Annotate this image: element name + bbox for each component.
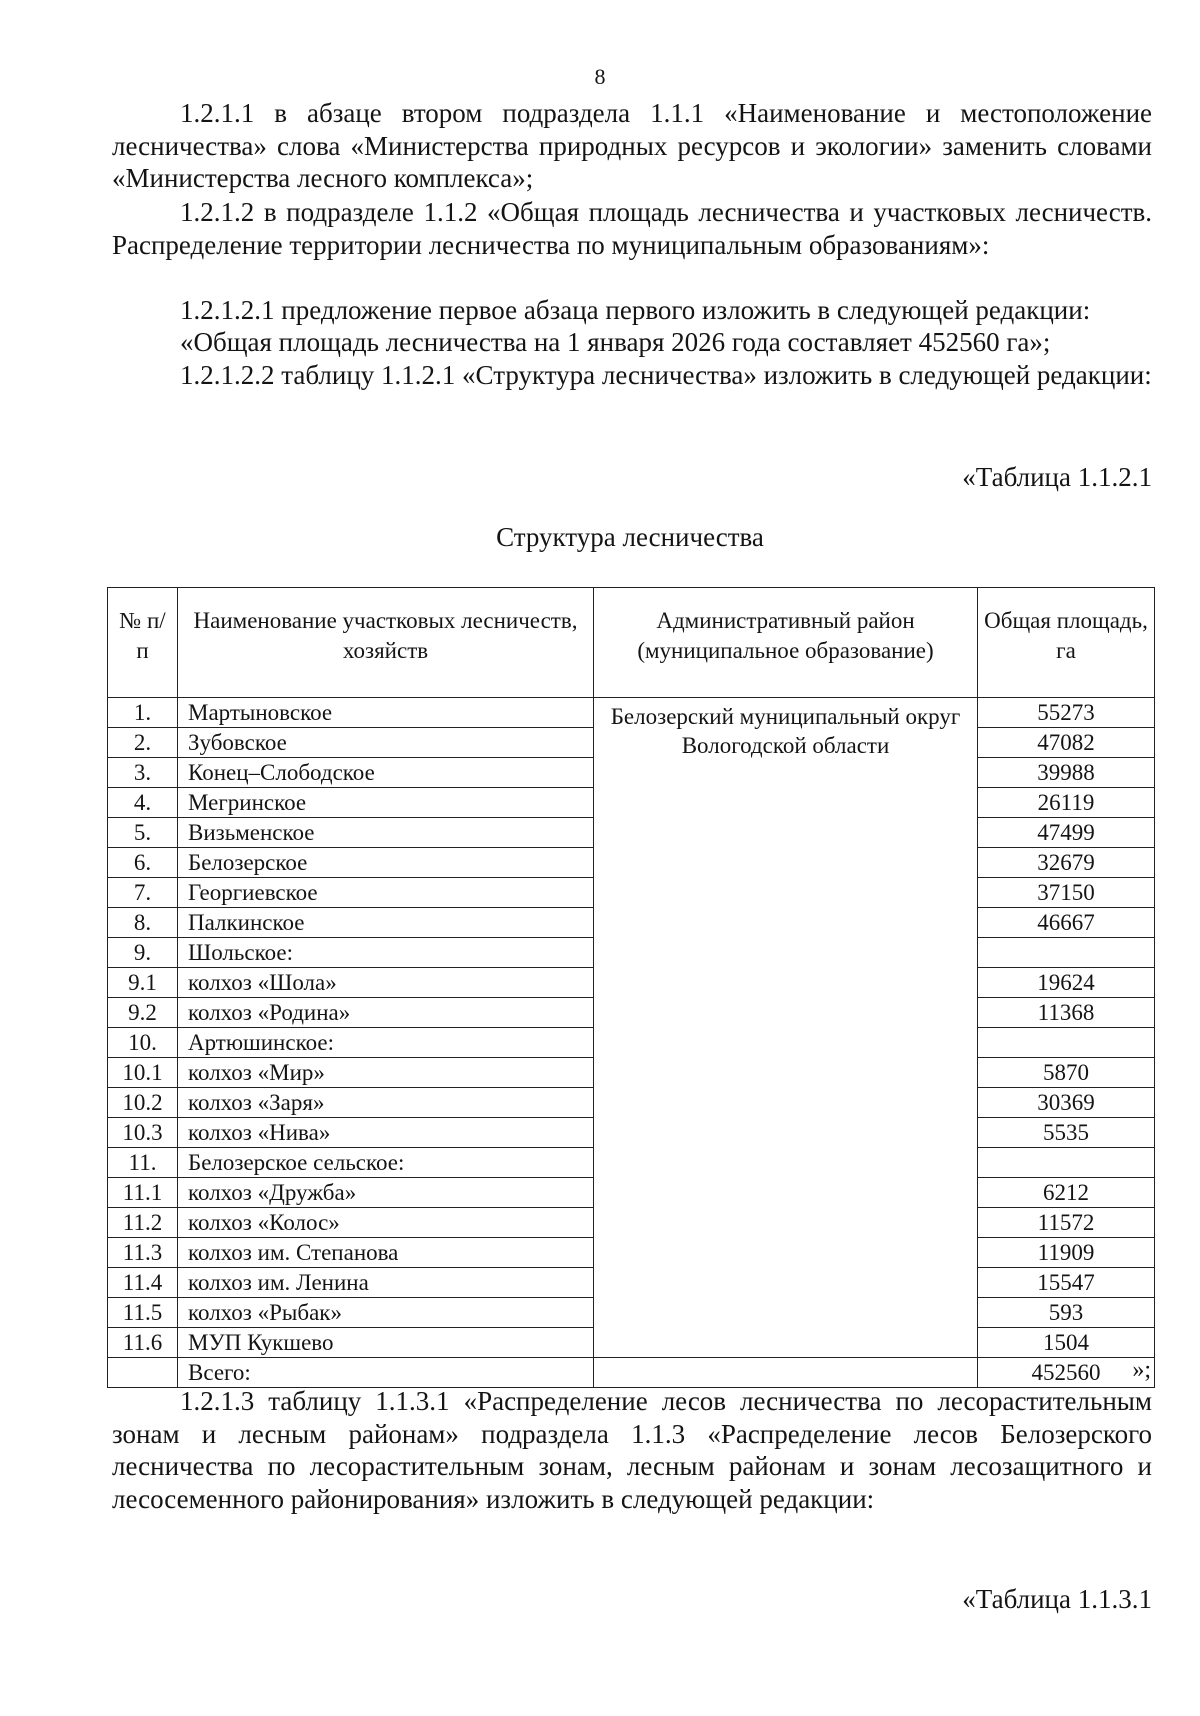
row-area: 47082: [978, 728, 1155, 758]
paragraph-1-2-1-1: 1.2.1.1 в абзаце втором подраздела 1.1.1 «Наименование и местоположение лесничества» слова «Министерства природных ресурсов и экологии» заменить словами «Министерства лесного комплекса»;: [112, 98, 1152, 193]
row-area: 5870: [978, 1058, 1155, 1088]
row-number: 9.: [108, 938, 178, 968]
row-number: 8.: [108, 908, 178, 938]
row-name: Конец–Слободское: [178, 758, 594, 788]
row-area: 5535: [978, 1118, 1155, 1148]
row-area: [978, 1148, 1155, 1178]
page-number: 8: [594, 64, 606, 89]
row-number: 3.: [108, 758, 178, 788]
table-body: [108, 698, 1155, 1388]
row-number: 10.2: [108, 1088, 178, 1118]
row-number: 10.1: [108, 1058, 178, 1088]
row-number: 1.: [108, 698, 178, 728]
row-number: 2.: [108, 728, 178, 758]
row-number: 11.4: [108, 1268, 178, 1298]
row-name: Мартыновское: [178, 698, 594, 728]
row-number: 10.: [108, 1028, 178, 1058]
paragraph-total-area: «Общая площадь лесничества на 1 января 2026 года составляет 452560 га»;: [180, 327, 1051, 357]
paragraph-1-2-1-2-2: 1.2.1.2.2 таблицу 1.1.2.1 «Структура лесничества» изложить в следующей редакции:: [180, 360, 1152, 390]
row-area: 6212: [978, 1178, 1155, 1208]
paragraph-1-2-1-2: 1.2.1.2 в подразделе 1.1.2 «Общая площадь лесничества и участковых лесничеств. Распределение территории лесничества по муниципальным образованиям»:: [112, 197, 1152, 260]
row-name: Палкинское: [178, 908, 594, 938]
row-name: Георгиевское: [178, 878, 594, 908]
row-area: 55273: [978, 698, 1155, 728]
row-name: колхоз «Нива»: [178, 1118, 594, 1148]
row-number: 9.1: [108, 968, 178, 998]
row-name: колхоз «Родина»: [178, 998, 594, 1028]
row-area: 15547: [978, 1268, 1155, 1298]
row-area: 19624: [978, 968, 1155, 998]
row-number: 11.3: [108, 1238, 178, 1268]
row-number: 5.: [108, 818, 178, 848]
row-area: 39988: [978, 758, 1155, 788]
row-number: 10.3: [108, 1118, 178, 1148]
row-name: Всего:: [178, 1358, 594, 1388]
table-row: [108, 1358, 1155, 1388]
header-area: Общая площадь, га: [978, 588, 1155, 698]
district-cell: Белозерский муниципальный округ Вологодской области: [594, 698, 978, 1358]
row-number: 11.6: [108, 1328, 178, 1358]
row-area: 47499: [978, 818, 1155, 848]
row-number: [108, 1358, 178, 1388]
row-number: 11.: [108, 1148, 178, 1178]
row-number: 4.: [108, 788, 178, 818]
row-area: 452560: [978, 1358, 1155, 1388]
row-area: [978, 1028, 1155, 1058]
table-header-row: [108, 588, 1155, 698]
paragraph-1-2-1-3: 1.2.1.3 таблицу 1.1.3.1 «Распределение лесов лесничества по лесорастительным зонам и лесным районам» подраздела 1.1.3 «Распределение лесов Белозерского лесничества по лесорастительным зонам, лесным районам и зонам лесозащитного и лесосеменного районирования» изложить в следующей редакции:: [112, 1386, 1152, 1514]
row-area: 37150: [978, 878, 1155, 908]
row-name: колхоз «Рыбак»: [178, 1298, 594, 1328]
row-name: колхоз «Шола»: [178, 968, 594, 998]
row-number: 11.1: [108, 1178, 178, 1208]
header-district: Административный район (муниципальное образование): [594, 588, 978, 698]
row-area: [978, 938, 1155, 968]
row-name: колхоз «Мир»: [178, 1058, 594, 1088]
row-number: 11.5: [108, 1298, 178, 1328]
table-2-label: «Таблица 1.1.3.1: [962, 1584, 1152, 1614]
row-area: 32679: [978, 848, 1155, 878]
row-name: Мегринское: [178, 788, 594, 818]
row-area: 593: [978, 1298, 1155, 1328]
row-name: Белозерское сельское:: [178, 1148, 594, 1178]
row-number: 6.: [108, 848, 178, 878]
row-name: колхоз им. Ленина: [178, 1268, 594, 1298]
table-close-quote: »;: [1132, 1357, 1151, 1383]
row-name: колхоз им. Степанова: [178, 1238, 594, 1268]
row-area: 46667: [978, 908, 1155, 938]
row-name: Белозерское: [178, 848, 594, 878]
row-name: Зубовское: [178, 728, 594, 758]
forestry-structure-table: [107, 587, 1155, 1388]
row-name: колхоз «Дружба»: [178, 1178, 594, 1208]
row-name: Артюшинское:: [178, 1028, 594, 1058]
row-name: колхоз «Колос»: [178, 1208, 594, 1238]
row-area: 26119: [978, 788, 1155, 818]
row-name: колхоз «Заря»: [178, 1088, 594, 1118]
table-row: [108, 698, 1155, 728]
table-1-caption: Структура лесничества: [496, 522, 764, 552]
row-name: Шольское:: [178, 938, 594, 968]
district-cell-empty: [594, 1358, 978, 1388]
header-number: № п/п: [108, 588, 178, 698]
row-area: 11368: [978, 998, 1155, 1028]
header-name: Наименование участковых лесничеств, хозяйств: [178, 588, 594, 698]
row-area: 1504: [978, 1328, 1155, 1358]
table-1-label: «Таблица 1.1.2.1: [962, 462, 1152, 492]
paragraph-1-2-1-2-1: 1.2.1.2.1 предложение первое абзаца первого изложить в следующей редакции:: [180, 295, 1091, 325]
row-number: 9.2: [108, 998, 178, 1028]
row-area: 30369: [978, 1088, 1155, 1118]
row-name: МУП Кукшево: [178, 1328, 594, 1358]
row-area: 11572: [978, 1208, 1155, 1238]
row-number: 11.2: [108, 1208, 178, 1238]
row-name: Визьменское: [178, 818, 594, 848]
row-number: 7.: [108, 878, 178, 908]
row-area: 11909: [978, 1238, 1155, 1268]
